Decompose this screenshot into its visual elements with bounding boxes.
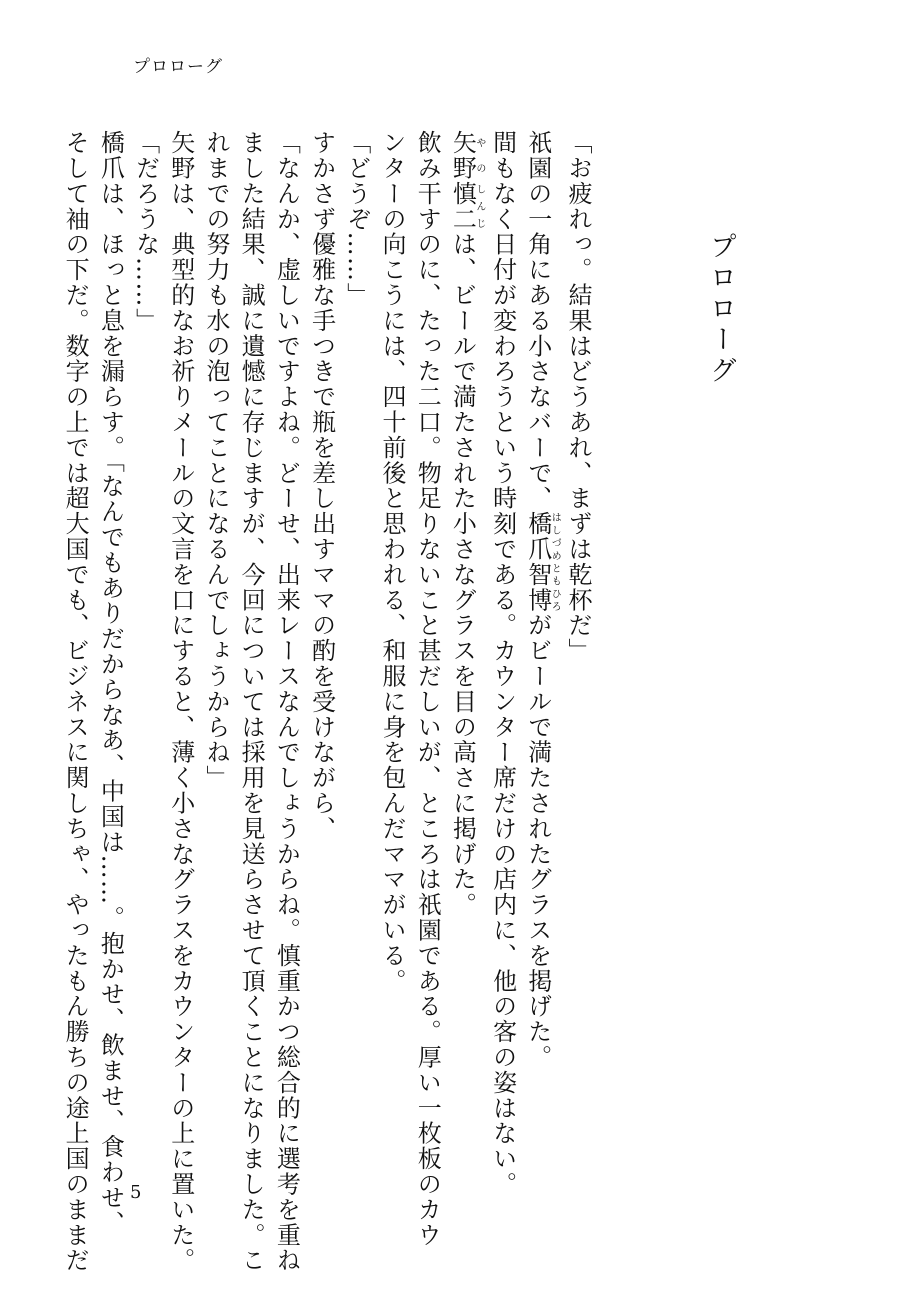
page-number: 5: [130, 1182, 142, 1203]
text-segment: ました結果、誠に遺憾に存じますが、今回については採用を見送らさせて頂くことになりました。こ: [237, 130, 266, 1273]
text-segment: 矢野は、典型的なお祈りメールの文言を口にすると、薄く小さなグラスをカウンターの上に置いた。: [166, 130, 195, 1273]
text-segment: そして袖の下だ。数字の上では超大国でも、ビジネスに関しちゃ、やったもん勝ちの途上国のままだ: [61, 130, 90, 1273]
text-segment: は、ビールで満たされた小さなグラスを目の高さに掲げた。: [448, 231, 477, 918]
running-head: プロローグ: [133, 57, 223, 77]
text-line: [233, 130, 268, 1273]
text-line: [444, 130, 484, 1150]
text-line: [374, 130, 409, 1150]
ruby-reading: はしづめともひろ: [549, 511, 561, 613]
text-segment: ンターの向こうには、四十前後と思われる、和服に身を包んだママがいる。: [377, 130, 406, 994]
text-segment: 橋爪は、ほっと息を漏らす。「なんでもありだからなあ、中国は……。抱かせ、飲ませ、食わせ、: [96, 130, 125, 1236]
text-segment: 飲み干すのに、たった二口。物足りないこと甚だしいが、ところは祇園である。厚い一枚板のカウ: [413, 130, 442, 1248]
text-segment: 「なんか、虚しいですよね。どーせ、出来レースなんでしょうからね。慎重かつ総合的に選考を重ね: [272, 130, 301, 1273]
text-line: [560, 130, 595, 1150]
text-line: [520, 130, 560, 1150]
text-line: [198, 130, 233, 1150]
ruby-word: 橋爪智博はしづめともひろ: [523, 511, 561, 613]
ruby-reading: やの: [473, 130, 485, 181]
text-segment: 「どうぞ……」: [342, 130, 371, 308]
body-text: [57, 130, 595, 1273]
ruby-reading: しんじ: [473, 180, 485, 232]
text-line: [268, 130, 303, 1273]
text-segment: すかさず優雅な手つきで瓶を差し出すママの酌を受けながら、: [307, 130, 336, 842]
ruby-word: 慎二しんじ: [448, 180, 485, 232]
chapter-title: プロローグ: [705, 232, 736, 387]
text-segment: 間もなく日付が変わろうという時刻である。カウンター席だけの店内に、他の客の姿はない。: [488, 130, 517, 1197]
text-line: [409, 130, 444, 1248]
text-line: [484, 130, 519, 1197]
text-line: [127, 130, 162, 1150]
text-line: [57, 130, 92, 1273]
text-segment: 祇園の一角にある小さなバーで、: [523, 130, 552, 511]
text-segment: れまでの努力も水の泡ってことになるんでしょうからね」: [201, 130, 230, 791]
text-line: [92, 130, 127, 1236]
text-line: [163, 130, 198, 1273]
text-line: [339, 130, 374, 1150]
text-segment: 「だろうな……」: [131, 130, 160, 334]
ruby-word: 矢野やの: [448, 130, 485, 181]
text-line: [303, 130, 338, 1150]
text-segment: 「お疲れっ。結果はどうあれ、まずは乾杯だ」: [564, 130, 592, 664]
text-segment: がビールで満たされたグラスを掲げた。: [523, 612, 552, 1070]
